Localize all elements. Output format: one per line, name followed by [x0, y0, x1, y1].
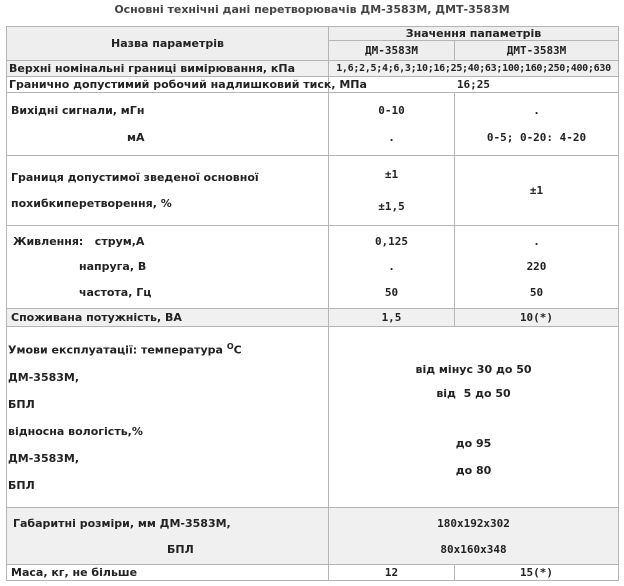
label-power-current: Живлення: струм,А	[13, 235, 145, 249]
value-power-dmt-voltage: 220	[526, 260, 547, 274]
label-max-pressure: Гранично допустимий робочий надлишковий тиск, МПа	[7, 77, 329, 93]
value-conditions-temp-dm: від мінус 30 до 50	[415, 363, 532, 376]
value-error-dm-1: ±1	[384, 168, 399, 181]
label-power-frequency: частота, Гц	[79, 285, 152, 299]
value-error-dm-2: ±1,5	[378, 200, 405, 213]
label-conditions-bpl-humidity: БПЛ	[8, 478, 35, 492]
label-outputs-ma: мА	[127, 131, 145, 144]
value-mass-dm: 12	[329, 565, 455, 581]
value-dimensions-dm: 180x192x302	[437, 516, 510, 530]
row-consumption	[7, 309, 619, 327]
label-upper-limits: Верхні номінальні границі вимірювання, кПа	[7, 61, 329, 77]
value-conditions-temp-bpl: від 5 до 50	[436, 387, 511, 400]
table-caption: Основні технічні дані перетворювачів ДМ-3583М, ДМТ-3583М	[114, 3, 510, 16]
value-error-dmt: ±1	[455, 156, 619, 226]
value-outputs-dm-ma: .	[388, 131, 395, 144]
value-power-dm-frequency: 50	[384, 285, 399, 299]
label-outputs-mgn: Вихідні сигнали, мГн	[11, 104, 145, 117]
label-dimensions-dm: Габаритні розміри, мм ДМ-3583М,	[13, 516, 231, 530]
label-dimensions-bpl: БПЛ	[167, 542, 194, 556]
label-conditions-dm-temp: ДМ-3583М,	[8, 370, 80, 384]
header-dmt: ДМТ-3583М	[455, 41, 619, 61]
value-consumption-dm: 1,5	[329, 309, 455, 327]
row-mass	[7, 565, 619, 581]
header-param-name: Назва параметрів	[7, 27, 329, 61]
label-error-2: похибкиперетворення, %	[11, 197, 172, 210]
value-consumption-dmt: 10(*)	[455, 309, 619, 327]
row-max-pressure	[7, 77, 619, 93]
label-error-1: Границя допустимої зведеної основної	[11, 171, 259, 184]
value-outputs-dmt-mgn: .	[533, 104, 540, 117]
value-power-dmt-frequency: 50	[529, 285, 544, 299]
value-upper-limits: 1,6;2,5;4;6,3;10;16;25;40;63;100;160;250;400;630	[329, 61, 619, 77]
value-conditions-humidity-dm: до 95	[455, 437, 492, 450]
value-outputs-dm-mgn: 0-10	[378, 104, 405, 117]
row-power	[7, 226, 619, 309]
value-dimensions-bpl: 80x160x348	[440, 542, 507, 556]
label-power-voltage: напруга, В	[79, 260, 147, 274]
value-power-dmt-current: .	[533, 235, 540, 249]
row-outputs	[7, 93, 619, 156]
specs-table	[6, 26, 619, 581]
header-dm: ДМ-3583М	[329, 41, 455, 61]
row-dimensions	[7, 508, 619, 565]
value-power-dm-current: 0,125	[374, 235, 409, 249]
row-error	[7, 156, 619, 226]
label-conditions-bpl-temp: БПЛ	[8, 397, 35, 411]
label-consumption: Споживана потужність, ВА	[7, 309, 329, 327]
label-conditions-dm-humidity: ДМ-3583М,	[8, 451, 80, 465]
value-outputs-dmt-ma: 0-5; 0-20: 4-20	[486, 131, 587, 144]
value-conditions-humidity-bpl: до 80	[455, 464, 492, 477]
header-values: Значення папаметрів	[329, 27, 619, 41]
row-conditions	[7, 327, 619, 508]
label-conditions-temp: Умови експлуатації: температура $^О$С	[8, 342, 242, 357]
value-mass-dmt: 15(*)	[455, 565, 619, 581]
value-power-dm-voltage: .	[388, 260, 395, 274]
label-mass: Маса, кг, не більше	[7, 565, 329, 581]
label-conditions-humidity: відносна вологість,%	[8, 424, 143, 438]
row-upper-limits	[7, 61, 619, 77]
value-max-pressure: 16;25	[329, 77, 619, 93]
